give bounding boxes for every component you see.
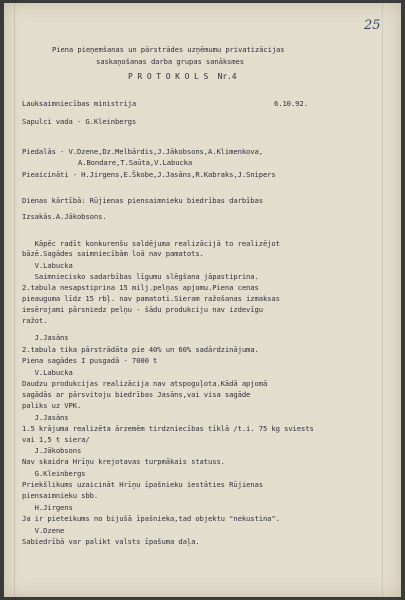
body-line: piensaimnieku sbb. xyxy=(22,491,99,500)
body-line: 2.tabula tika pārstrādāta pie 40% un 60% sadārdzinājuma. xyxy=(22,345,259,354)
invited-participants: Pieaicināti - H.Jirgens,E.Škobe,J.Jasāns,R.Kabraks,J.Snipers xyxy=(22,170,276,179)
body-line: Piena sagādes I pusgadā - 7000 t xyxy=(22,356,158,365)
body-line: G.Kleinbergs xyxy=(22,469,86,478)
ministry: Lauksaimniecības ministrija xyxy=(22,99,137,108)
body-line: sagādās ar pārsvitoju biedrības Jasāns,vai visa sagāde xyxy=(22,390,251,399)
body-line: paliks uz VPK. xyxy=(22,401,82,410)
body-line: pieauguma līdz 15 rbļ. nav pamatoti.Sieram ražošanas izmaksas xyxy=(22,294,280,303)
page-crease xyxy=(382,3,383,597)
body-line: Ja ir pieteikums no bijušā īpašnieka,tad objektu "nekustina". xyxy=(22,514,280,523)
body-line: V.Dzene xyxy=(22,526,65,535)
participants-line-1: Piedalās - V.Dzene,Dz.Melbārdis,J.Jākobsons,A.Klimenkova, xyxy=(22,147,263,156)
chairperson: Sapulci vada - G.Kleinbergs xyxy=(22,117,137,126)
body-line: bāzē.Sagādes saimniecībām loā nav pamatots. xyxy=(22,249,204,258)
body-line: vai 1,5 t siera/ xyxy=(22,435,90,444)
body-line: J.Jasāns xyxy=(22,413,69,422)
document-page xyxy=(4,3,401,597)
body-line: J.Jasāns xyxy=(22,333,69,342)
protocol-title: P R O T O K O L S Nr.4 xyxy=(128,72,237,81)
participants-line-2: A.Bondare,T.Saūta,V.Labucka xyxy=(78,158,193,167)
body-line: iesērojami pārsniedz pelņu - šādu produkciju nav izdevīgu xyxy=(22,305,263,314)
page-fold xyxy=(14,3,15,597)
header-line-2: saskaņošanas darba grupas sanāksmes xyxy=(96,57,244,66)
body-line: Priekšlikums uzaicināt Hrīņu īpašnieku iestāties Rūjienas xyxy=(22,480,263,489)
meeting-date: 6.10.92. xyxy=(274,99,308,108)
body-line: Nav skaidra Hrīņu krejotavas turpmākais statuss. xyxy=(22,457,225,466)
body-line: H.Jirgens xyxy=(22,503,73,512)
speaker-intro: Izsakās.A.Jākobsons. xyxy=(22,212,107,221)
header-line-1: Piena pieņemšanas un pārstrādes uzņēmumu privatizācijas xyxy=(52,45,285,54)
body-line: 2.tabula nesapstiprina 15 milj.pelņas apjomu.Piena cenas xyxy=(22,283,259,292)
body-line: Kāpēc radīt konkurenšu saldējuma realizācijā to realizējot xyxy=(22,239,280,248)
agenda: Dienas kārtībā: Rūjienas piensaimnieku biedrības darbības xyxy=(22,196,263,205)
body-line: V.Labucka xyxy=(22,261,73,270)
body-line: Sabiedrībā var palikt valsts īpašuma daļa. xyxy=(22,537,200,546)
body-line: Daudzu produkcijas realizācija nav atspoguļota.Kādā apjomā xyxy=(22,379,268,388)
body-line: J.Jākobsons xyxy=(22,446,82,455)
body-line: Saimniecisko sadarbības līgumu slēgšana jāpastiprina. xyxy=(22,272,259,281)
body-line: V.Labucka xyxy=(22,368,73,377)
body-line: ražot. xyxy=(22,316,48,325)
body-line: 1.5 krājuma realizēta ārzemēm tirdzniecības tīklā /t.i. 75 kg sviests xyxy=(22,424,314,433)
page-number: 25 xyxy=(364,18,381,33)
